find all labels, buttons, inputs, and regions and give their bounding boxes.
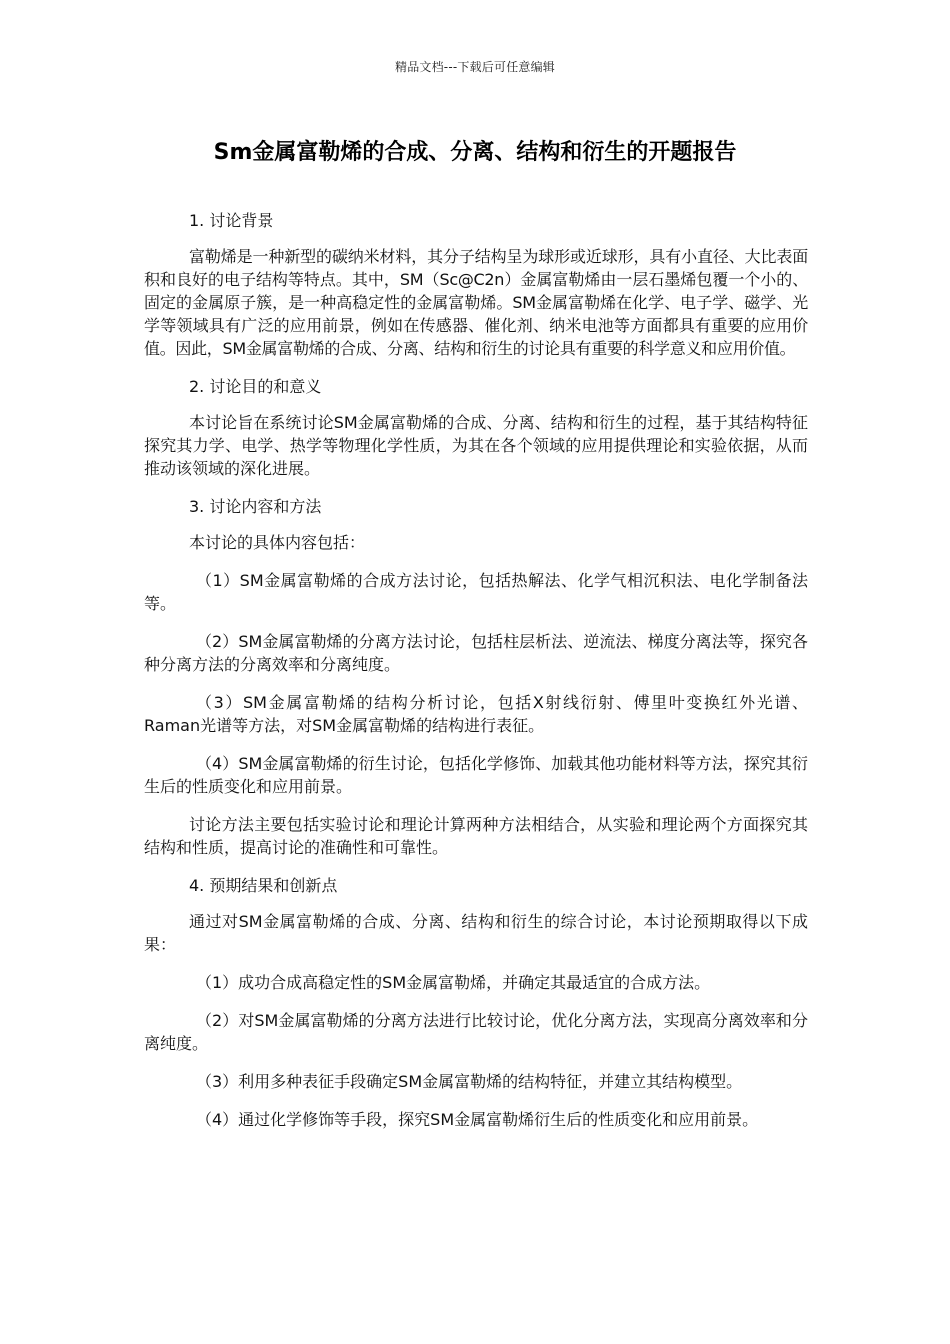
paragraph-content-intro: 本讨论的具体内容包括： xyxy=(189,533,366,552)
list-item-synthesis: （1）SM金属富勒烯的合成方法讨论，包括热解法、化学气相沉积法、电化学制备法等。 xyxy=(144,571,808,613)
list-item-result-4: （4）通过化学修饰等手段，探究SM金属富勒烯衍生后的性质变化和应用前景。 xyxy=(196,1110,759,1129)
document-header-note: 精品文档---下载后可任意编辑 xyxy=(395,60,555,74)
paragraph-background: 富勒烯是一种新型的碳纳米材料，其分子结构呈为球形或近球形，具有小直径、大比表面积和良好的电子结构等特点。其中，SM（Sc@C2n）金属富勒烯由一层石墨烯包覆一个小的、固定的金属原子簇，是一种高稳定性的金属富勒烯。SM金属富勒烯在化学、电子学、磁学、光学等领域具有广泛的应用前景，例如在传感器、催化剂、纳米电池等方面都具有重要的应用价值。因此，SM金属富勒烯的合成、分离、结构和衍生的讨论具有重要的科学意义和应用价值。 xyxy=(144,247,808,358)
paragraph-methods: 讨论方法主要包括实验讨论和理论计算两种方法相结合，从实验和理论两个方面探究其结构和性质，提高讨论的准确性和可靠性。 xyxy=(144,815,808,857)
section-heading-expected-results: 4. 预期结果和创新点 xyxy=(189,876,338,895)
paragraph-purpose: 本讨论旨在系统讨论SM金属富勒烯的合成、分离、结构和衍生的过程，基于其结构特征探究其力学、电学、热学等物理化学性质，为其在各个领域的应用提供理论和实验依据，从而推动该领域的深化进展。 xyxy=(144,413,808,478)
document-body xyxy=(144,209,808,1146)
paragraph-results-intro: 通过对SM金属富勒烯的合成、分离、结构和衍生的综合讨论，本讨论预期取得以下成果： xyxy=(144,912,808,954)
list-item-derivation: （4）SM金属富勒烯的衍生讨论，包括化学修饰、加载其他功能材料等方法，探究其衍生后的性质变化和应用前景。 xyxy=(144,754,808,796)
list-item-separation: （2）SM金属富勒烯的分离方法讨论，包括柱层析法、逆流法、梯度分离法等，探究各种分离方法的分离效率和分离纯度。 xyxy=(144,632,808,674)
section-heading-content-methods: 3. 讨论内容和方法 xyxy=(189,497,322,516)
section-heading-purpose: 2. 讨论目的和意义 xyxy=(189,377,322,396)
document-title: Sm金属富勒烯的合成、分离、结构和衍生的开题报告 xyxy=(213,140,737,165)
section-heading-background: 1. 讨论背景 xyxy=(189,211,274,230)
list-item-result-3: （3）利用多种表征手段确定SM金属富勒烯的结构特征，并建立其结构模型。 xyxy=(196,1072,743,1091)
list-item-result-2: （2）对SM金属富勒烯的分离方法进行比较讨论，优化分离方法，实现高分离效率和分离纯度。 xyxy=(144,1011,808,1053)
list-item-result-1: （1）成功合成高稳定性的SM金属富勒烯，并确定其最适宜的合成方法。 xyxy=(196,973,711,992)
list-item-structure: （3）SM金属富勒烯的结构分析讨论，包括X射线衍射、傅里叶变换红外光谱、Raman光谱等方法，对SM金属富勒烯的结构进行表征。 xyxy=(144,693,808,735)
